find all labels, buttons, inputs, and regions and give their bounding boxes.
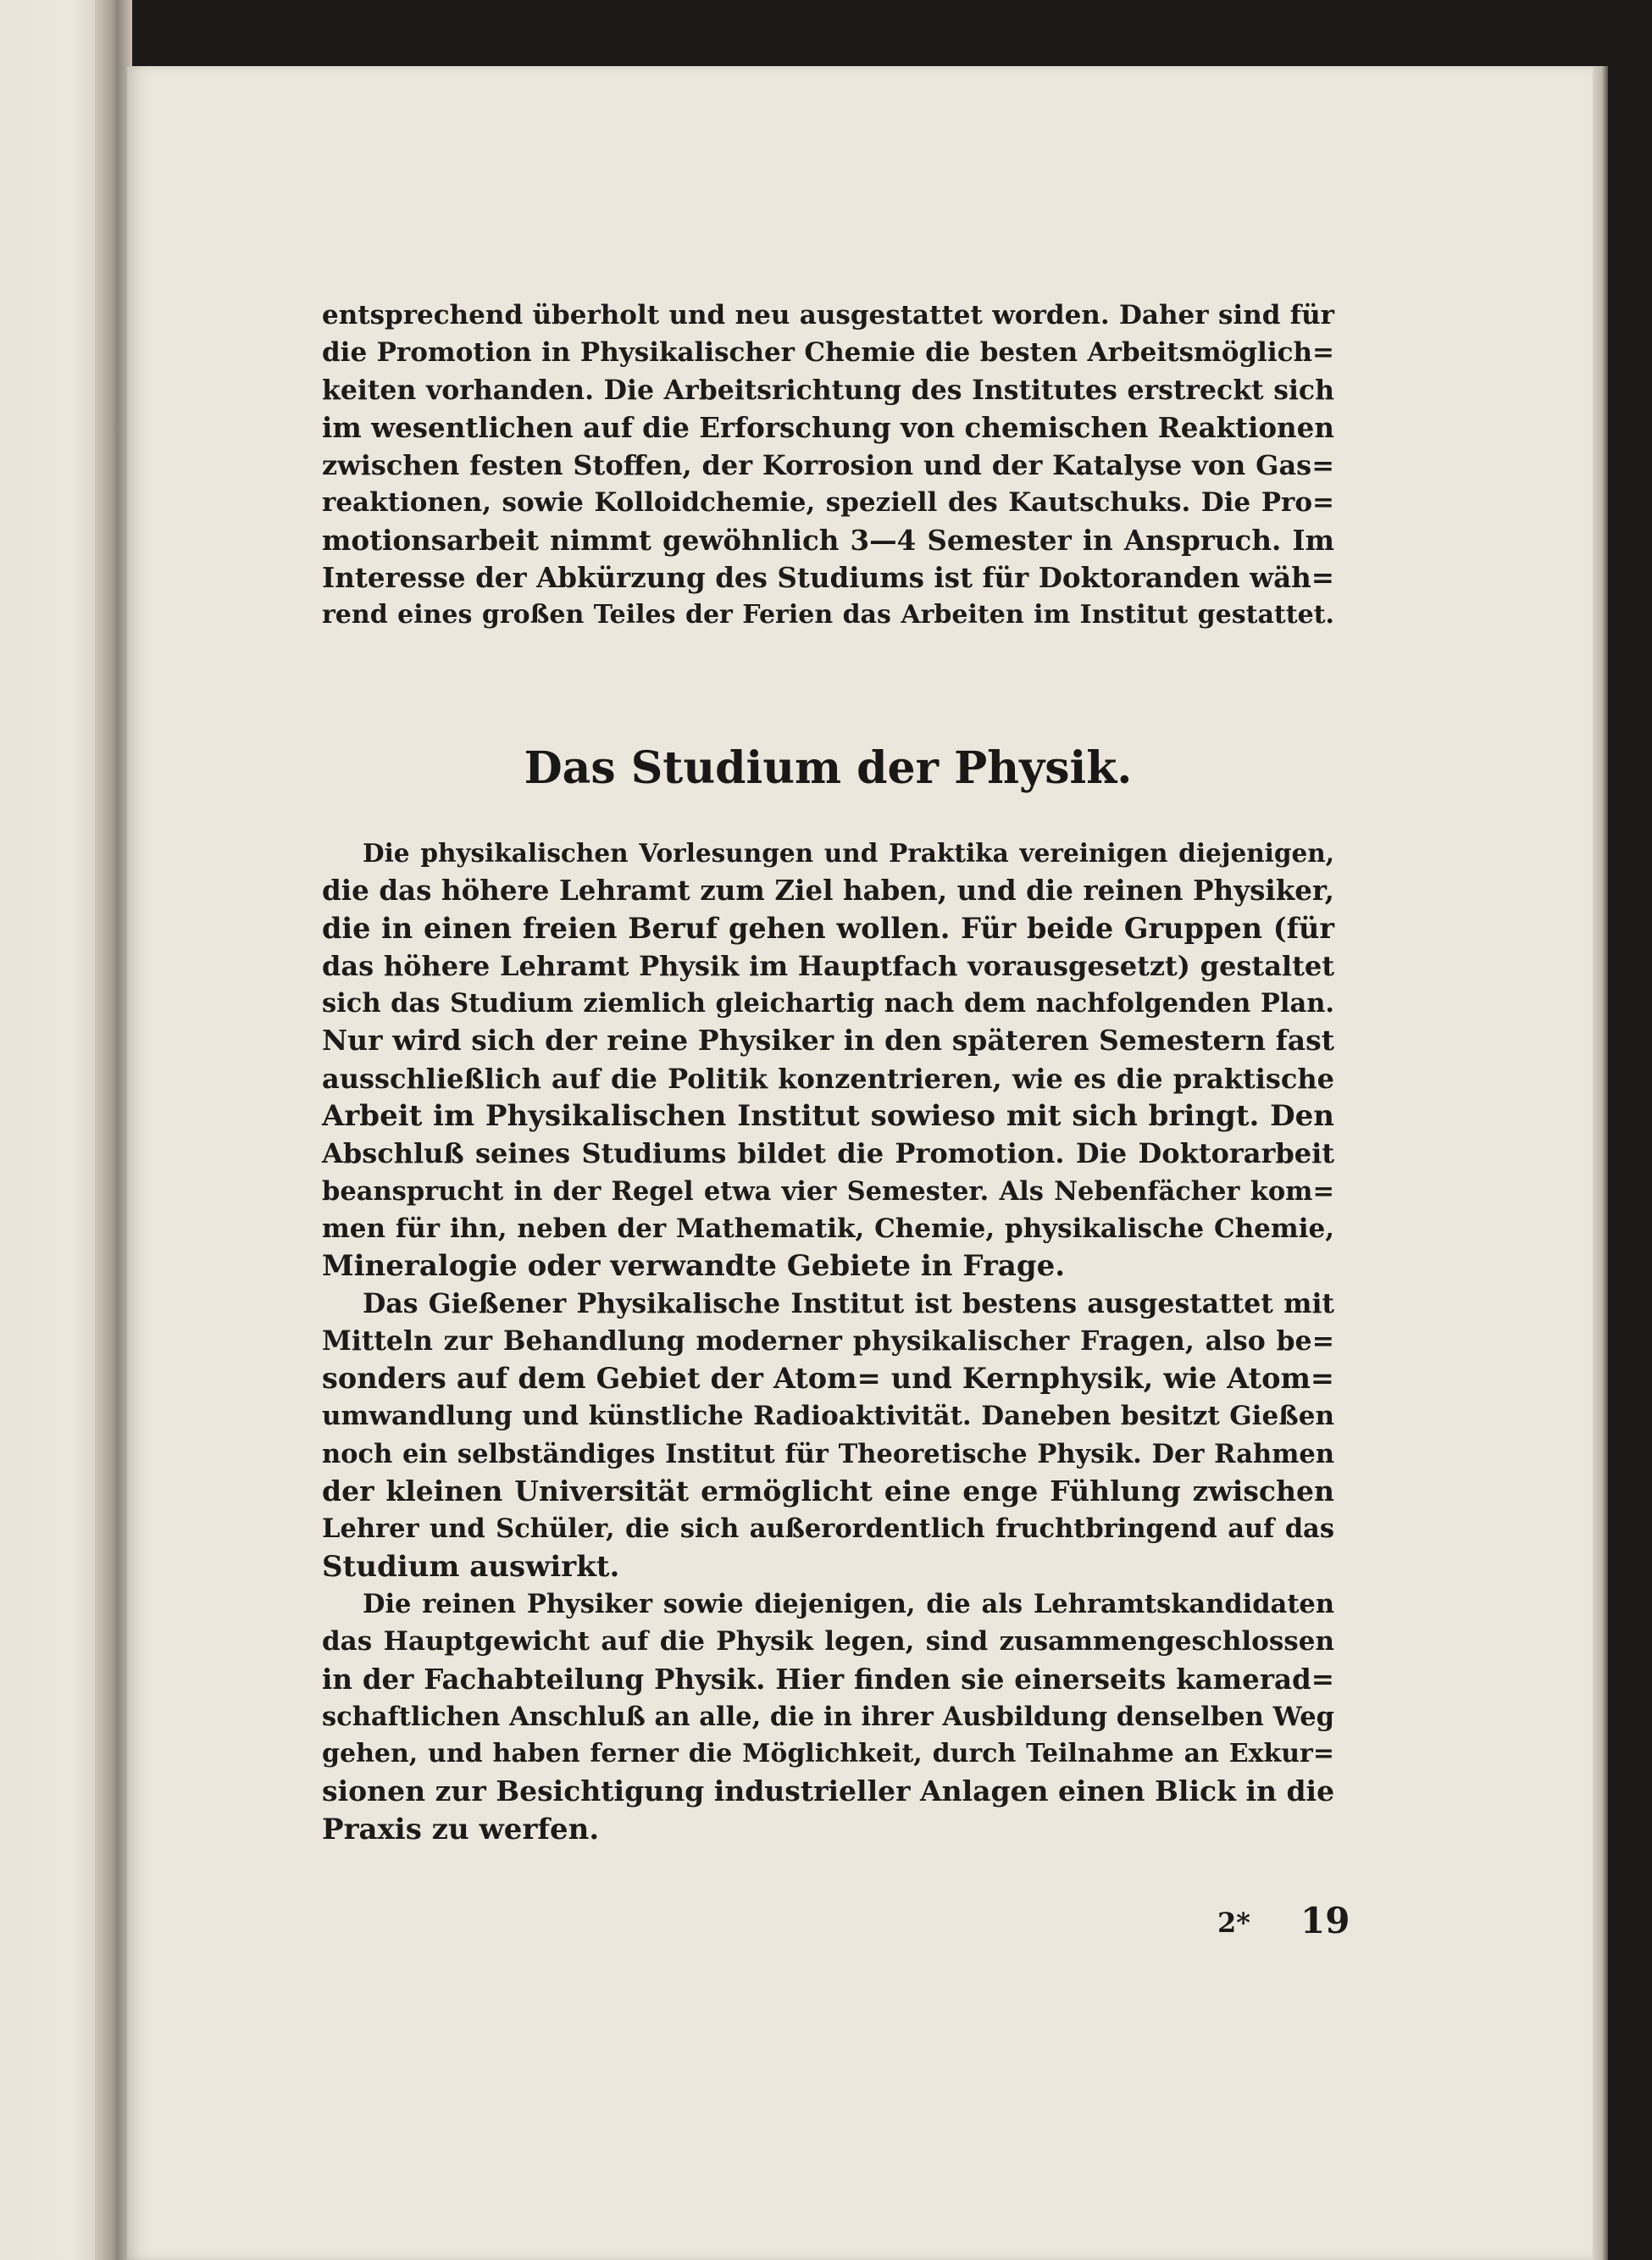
text-line: Praxis zu werfen.	[322, 1812, 600, 1846]
text-line: sionen zur Besichtigung industrieller Anlagen einen Blick in die	[322, 1774, 1335, 1808]
text-line: gehen, und haben ferner die Möglichkeit, durch Teilnahme an Exkur=	[322, 1739, 1334, 1769]
text-line: die das höhere Lehramt zum Ziel haben, und die reinen Physiker,	[322, 874, 1334, 908]
text-line: Die physikalischen Vorlesungen und Praktika vereinigen diejenigen,	[363, 838, 1334, 868]
text-line: keiten vorhanden. Die Arbeitsrichtung des Institutes erstreckt sich	[322, 374, 1334, 406]
text-line: das Hauptgewicht auf die Physik legen, sind zusammengeschlossen	[322, 1626, 1334, 1658]
text-line: der kleinen Universität ermöglicht eine enge Fühlung zwischen	[322, 1474, 1334, 1508]
text-line: sonders auf dem Gebiet der Atom= und Kernphysik, wie Atom=	[322, 1362, 1334, 1396]
text-line: beansprucht in der Regel etwa vier Semester. Als Nebenfächer kom=	[322, 1175, 1334, 1207]
page-number: 19	[1300, 1900, 1350, 1941]
text-line: entsprechend überholt und neu ausgestattet worden. Daher sind für	[322, 300, 1334, 330]
text-line: reaktionen, sowie Kolloidchemie, speziell des Kautschuks. Die Pro=	[322, 487, 1334, 519]
text-line: die Promotion in Physikalischer Chemie die besten Arbeitsmöglich=	[322, 337, 1334, 369]
text-line: schaftlichen Anschluß an alle, die in ihrer Ausbildung denselben Weg	[322, 1701, 1334, 1732]
text-line: Nur wird sich der reine Physiker in den späteren Semestern fast	[322, 1024, 1334, 1058]
text-line: Das Gießener Physikalische Institut ist bestens ausgestattet mit	[363, 1287, 1334, 1319]
text-line: ausschließlich auf die Politik konzentrieren, wie es die praktische	[322, 1062, 1334, 1095]
text-line: umwandlung und künstliche Radioaktivität. Daneben besitzt Gießen	[322, 1401, 1334, 1432]
paragraph	[322, 1585, 1334, 1848]
text-line: zwischen festen Stoffen, der Korrosion und der Katalyse von Gas=	[322, 449, 1334, 482]
text-line: Mitteln zur Behandlung moderner physikalischer Fragen, also be=	[322, 1324, 1334, 1357]
paragraph	[322, 1285, 1334, 1585]
text-line: noch ein selbständiges Institut für Theoretische Physik. Der Rahmen	[322, 1438, 1334, 1469]
section-body	[322, 835, 1334, 1848]
text-line: die in einen freien Beruf gehen wollen. Für beide Gruppen (für	[322, 911, 1334, 945]
section-heading: Das Studium der Physik.	[524, 742, 1133, 794]
text-line: Abschluß seines Studiums bildet die Promotion. Die Doktorarbeit	[322, 1137, 1334, 1170]
text-line: in der Fachabteilung Physik. Hier finden sie einerseits kamerad=	[322, 1662, 1334, 1696]
top-paragraph	[322, 297, 1334, 635]
text-line: im wesentlichen auf die Erforschung von chemischen Reaktionen	[322, 410, 1334, 444]
text-line: das höhere Lehramt Physik im Hauptfach vorausgesetzt) gestaltet	[322, 949, 1334, 982]
text-line: Mineralogie oder verwandte Gebiete in Frage.	[322, 1249, 1066, 1284]
signature-mark: 2*	[1217, 1907, 1250, 1939]
text-line: Lehrer und Schüler, die sich außerordentlich fruchtbringend auf das	[322, 1513, 1334, 1545]
text-line: men für ihn, neben der Mathematik, Chemie, physikalische Chemie,	[322, 1213, 1334, 1244]
text-line: Interesse der Abkürzung des Studiums ist für Doktoranden wäh=	[322, 561, 1334, 595]
text-line: rend eines großen Teiles der Ferien das Arbeiten im Institut gestattet.	[322, 600, 1334, 630]
paragraph	[322, 835, 1334, 1285]
text-line: Die reinen Physiker sowie diejenigen, die als Lehramtskandidaten	[363, 1588, 1334, 1619]
page-edge	[1593, 66, 1608, 2260]
text-line: Studium auswirkt.	[322, 1549, 620, 1584]
text-line: sich das Studium ziemlich gleichartig nach dem nachfolgenden Plan.	[322, 988, 1334, 1019]
text-line: motionsarbeit nimmt gewöhnlich 3—4 Semester in Anspruch. Im	[322, 523, 1334, 557]
text-line: Arbeit im Physikalischen Institut sowieso mit sich bringt. Den	[322, 1099, 1334, 1134]
